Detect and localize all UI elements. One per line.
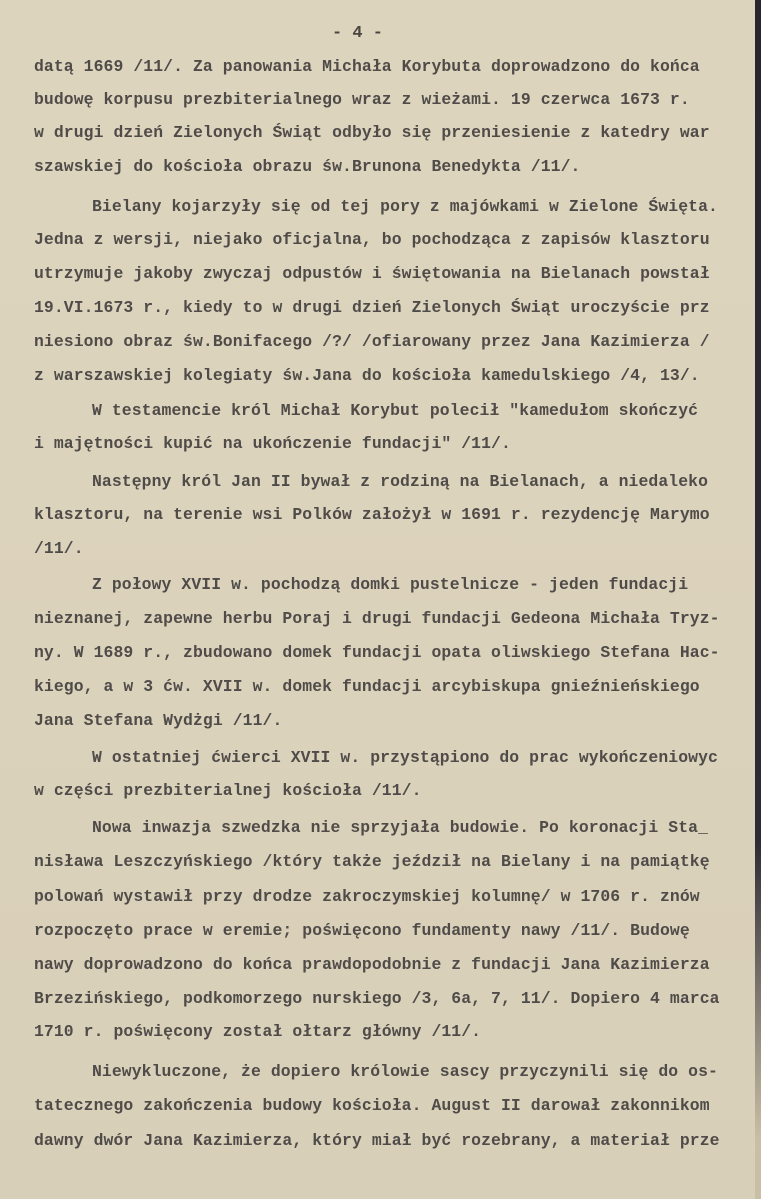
text-line: nieznanej, zapewne herbu Poraj i drugi fundacji Gedeona Michała Tryz- bbox=[34, 609, 720, 628]
text-line: kiego, a w 3 ćw. XVII w. domek fundacji arcybiskupa gnieźnieńskiego bbox=[34, 677, 700, 696]
text-line: ny. W 1689 r., zbudowano domek fundacji opata oliwskiego Stefana Hac- bbox=[34, 643, 720, 662]
text-line: 1710 r. poświęcony został ołtarz główny /11/. bbox=[34, 1022, 482, 1041]
text-line: w części prezbiterialnej kościoła /11/. bbox=[34, 781, 422, 800]
page-number bbox=[0, 24, 755, 43]
text-line: i majętności kupić na ukończenie fundacji" /11/. bbox=[34, 434, 511, 453]
page-number-text: - 4 - bbox=[331, 24, 383, 43]
text-line: budowę korpusu prezbiterialnego wraz z wieżami. 19 czerwca 1673 r. bbox=[34, 90, 690, 109]
text-line: niesiono obraz św.Bonifacego /?/ /ofiarowany przez Jana Kazimierza / bbox=[34, 332, 710, 351]
text-line: nisława Leszczyńskiego /który także jeździł na Bielany i na pamiątkę bbox=[34, 852, 710, 871]
text-line: datą 1669 /11/. Za panowania Michała Korybuta doprowadzono do końca bbox=[34, 57, 700, 76]
text-line: w drugi dzień Zielonych Świąt odbyło się przeniesienie z katedry war bbox=[34, 123, 710, 142]
text-line: 19.VI.1673 r., kiedy to w drugi dzień Zielonych Świąt uroczyście prz bbox=[34, 298, 710, 317]
text-line: z warszawskiej kolegiaty św.Jana do kościoła kamedulskiego /4, 13/. bbox=[34, 366, 700, 385]
paragraph-start-line: Bielany kojarzyły się od tej pory z majówkami w Zielone Święta. bbox=[92, 197, 718, 216]
text-line: tatecznego zakończenia budowy kościoła. August II darował zakonnikom bbox=[34, 1096, 710, 1115]
page-edge-shadow bbox=[755, 0, 761, 1199]
text-line: szawskiej do kościoła obrazu św.Brunona Benedykta /11/. bbox=[34, 157, 581, 176]
paragraph-start-line: Następny król Jan II bywał z rodziną na Bielanach, a niedaleko bbox=[92, 472, 709, 491]
text-line: /11/. bbox=[34, 539, 84, 558]
text-line: nawy doprowadzono do końca prawdopodobnie z fundacji Jana Kazimierza bbox=[34, 955, 710, 974]
paragraph-start-line: Z połowy XVII w. pochodzą domki pustelnicze - jeden fundacji bbox=[92, 575, 689, 594]
text-line: polowań wystawił przy drodze zakroczymskiej kolumnę/ w 1706 r. znów bbox=[34, 887, 700, 906]
text-line: rozpoczęto prace w eremie; poświęcono fundamenty nawy /11/. Budowę bbox=[34, 921, 690, 940]
text-line: Brzezińskiego, podkomorzego nurskiego /3, 6a, 7, 11/. Dopiero 4 marca bbox=[34, 989, 720, 1008]
paragraph-start-line: Nowa inwazja szwedzka nie sprzyjała budowie. Po koronacji Sta_ bbox=[92, 818, 709, 837]
text-line: klasztoru, na terenie wsi Polków założył w 1691 r. rezydencję Marymo bbox=[34, 505, 710, 524]
paragraph-start-line: W testamencie król Michał Korybut polecił "kamedułom skończyć bbox=[92, 401, 699, 420]
text-line: dawny dwór Jana Kazimierza, który miał być rozebrany, a materiał prze bbox=[34, 1131, 720, 1150]
text-line: utrzymuje jakoby zwyczaj odpustów i świętowania na Bielanach powstał bbox=[34, 264, 710, 283]
text-line: Jana Stefana Wydżgi /11/. bbox=[34, 711, 283, 730]
paragraph-start-line: W ostatniej ćwierci XVII w. przystąpiono do prac wykończeniowyc bbox=[92, 748, 718, 767]
text-line: Jedna z wersji, niejako oficjalna, bo pochodząca z zapisów klasztoru bbox=[34, 230, 710, 249]
paragraph-start-line: Niewykluczone, że dopiero królowie sascy przyczynili się do os- bbox=[92, 1062, 718, 1081]
